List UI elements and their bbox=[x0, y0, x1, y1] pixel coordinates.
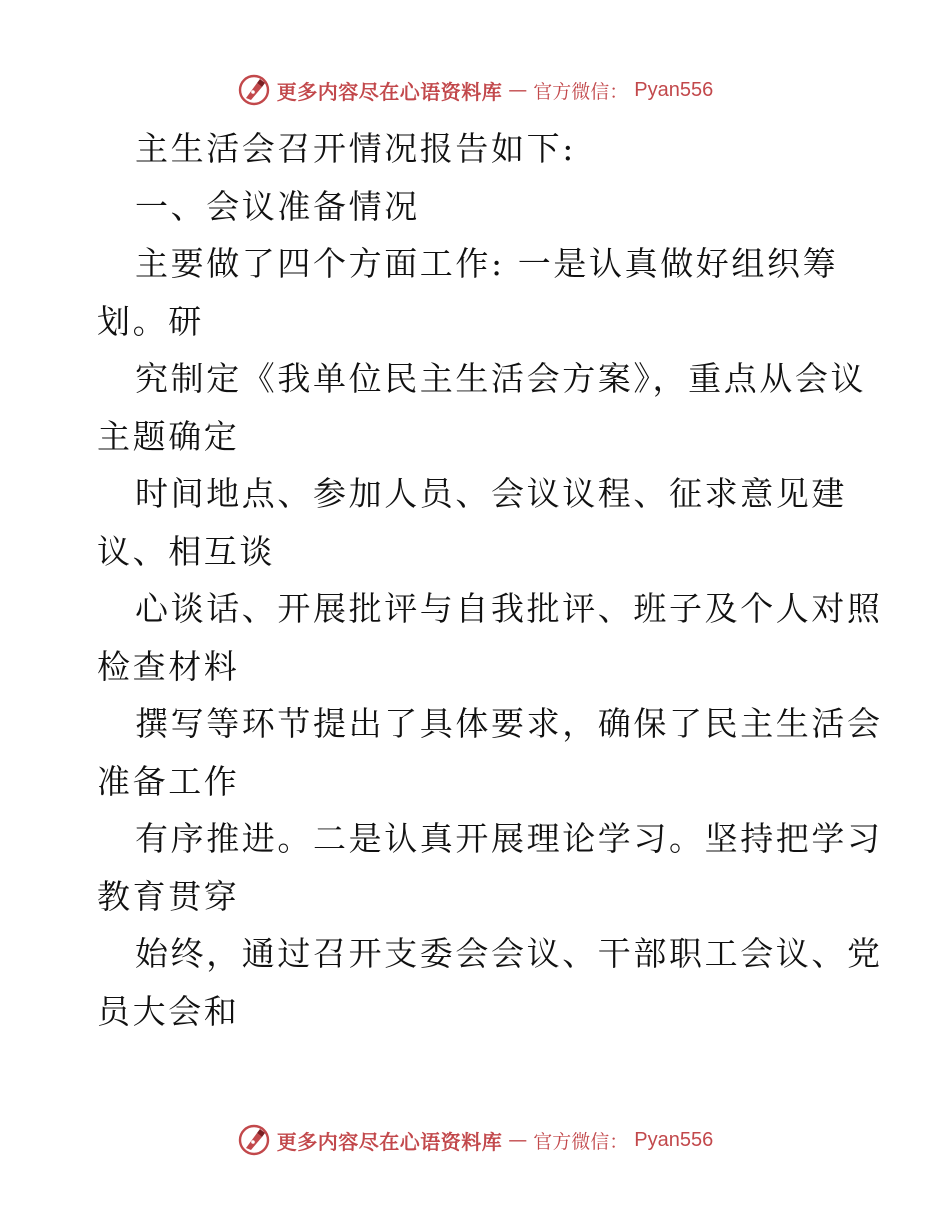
pen-nib-logo-icon bbox=[237, 73, 271, 107]
footer-separator: — bbox=[508, 1129, 528, 1151]
body-line: 议、相互谈 bbox=[97, 531, 275, 571]
body-line: 准备工作 bbox=[97, 761, 240, 801]
body-line: 主生活会召开情况报告如下: bbox=[135, 129, 576, 168]
body-line: 心谈话、开展批评与自我批评、班子及个人对照 bbox=[135, 589, 883, 628]
body-line: 撰写等环节提出了具体要求，确保了民主生活会 bbox=[135, 704, 883, 743]
document-body bbox=[97, 120, 883, 1040]
header-wechat-id: Pyan556 bbox=[634, 78, 714, 101]
body-line: 检查材料 bbox=[97, 646, 240, 686]
body-line: 主要做了四个方面工作: 一是认真做好组织筹 bbox=[135, 244, 839, 283]
body-line: 主题确定 bbox=[97, 416, 240, 456]
header-wechat-label: 官方微信： bbox=[533, 80, 629, 103]
body-line: 有序推进。二是认真开展理论学习。坚持把学习 bbox=[135, 819, 883, 858]
body-line: 划。研 bbox=[97, 301, 204, 341]
body-line: 教育贯穿 bbox=[97, 876, 240, 916]
pen-nib-logo-icon bbox=[237, 1123, 271, 1157]
section-heading: 一、会议准备情况 bbox=[135, 186, 420, 226]
body-line: 究制定《我单位民主生活会方案》，重点从会议 bbox=[135, 359, 867, 398]
footer-brand-text: 更多内容尽在心语资料库 bbox=[276, 1129, 503, 1154]
footer-watermark bbox=[0, 1120, 950, 1160]
header-separator: — bbox=[508, 79, 528, 101]
footer-wechat-label: 官方微信： bbox=[533, 1130, 629, 1153]
body-line: 员大会和 bbox=[97, 991, 240, 1031]
body-line: 时间地点、参加人员、会议议程、征求意见建 bbox=[135, 474, 847, 513]
body-line: 始终，通过召开支委会会议、干部职工会议、党 bbox=[135, 934, 883, 973]
footer-wechat-id: Pyan556 bbox=[634, 1128, 714, 1151]
header-watermark bbox=[0, 70, 950, 110]
header-brand-text: 更多内容尽在心语资料库 bbox=[276, 79, 503, 104]
